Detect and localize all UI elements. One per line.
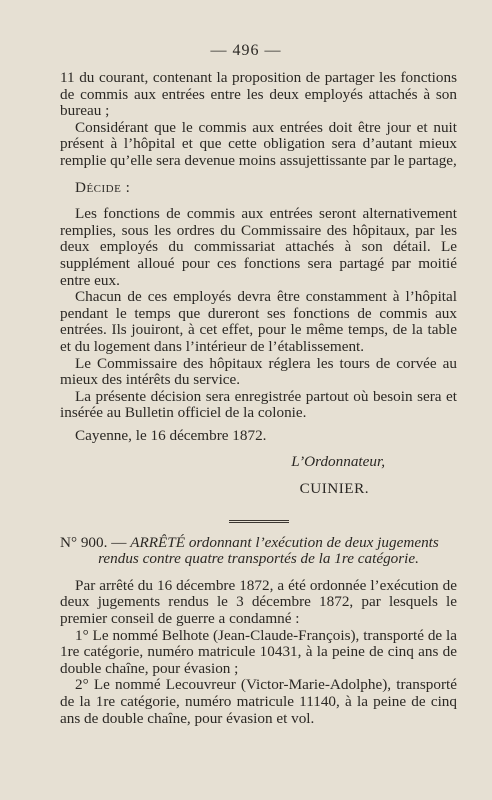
article-paragraph-arrete: Par arrêté du 16 décembre 1872, a été ordonnée l’exécution de deux jugements rendus le 3 décembre 1872, par lesquels le premier conseil de guerre a condamné :	[60, 576, 457, 628]
decide-heading: Décide :	[75, 178, 131, 196]
article-paragraph-lecouvreur: 2° Le nommé Lecouvreur (Victor-Marie-Adolphe), transporté de la 1re catégorie, numéro matricule 11140, à la peine de cinq ans de double chaîne, pour évasion et vol.	[60, 676, 457, 727]
page-body	[60, 70, 457, 727]
paragraph-commissaire: Le Commissaire des hôpitaux réglera les tours de corvée au mieux des intérêts du service.	[60, 354, 457, 389]
paragraph-enregistrement: La présente décision sera enregistrée partout où besoin sera et insérée au Bulletin officiel de la colonie.	[60, 387, 457, 422]
paragraph-fonctions: Les fonctions de commis aux entrées seront alternativement remplies, sous les ordres du Commissaire des hôpitaux, par les deux employés du commissariat attachés à son détail. Le supplément alloué pour ces fonctions sera partagé par moitié entre eux.	[60, 205, 457, 289]
place-date: Cayenne, le 16 décembre 1872.	[75, 426, 267, 444]
paragraph-employes: Chacun de ces employés devra être constamment à l’hôpital pendant le temps que dureront ses fonctions de commis aux entrées. Ils jouiront, à cet effet, pour le même temps, de la table et du logement dans l’intérieur de l’établissement.	[60, 288, 457, 355]
signatory-title: L’Ordonnateur,	[291, 453, 385, 471]
article-heading	[60, 535, 457, 552]
signatory-name: CUINIER.	[299, 480, 369, 498]
section-divider	[229, 520, 289, 523]
article-subtitle: rendus contre quatre transportés de la 1re catégorie.	[98, 550, 419, 568]
article-number: N° 900. —	[60, 533, 127, 551]
article-paragraph-belhote: 1° Le nommé Belhote (Jean-Claude-François), transporté de la 1re catégorie, numéro matricule 10431, à la peine de cinq ans de double chaîne, pour évasion ;	[60, 626, 457, 677]
paragraph-continuation: 11 du courant, contenant la proposition de partager les fonctions de commis aux entrées entre les deux employés attachés à son bureau ;	[60, 69, 457, 120]
paragraph-considerant: Considérant que le commis aux entrées doit être jour et nuit présent à l’hôpital et que cette obligation sera d’autant mieux remplie qu’elle sera devenue moins assujettissante par le partage,	[60, 118, 457, 169]
page-number: — 496 —	[210, 42, 282, 59]
article-title: ARRÊTÉ ordonnant l’exécution de deux jugements	[130, 533, 439, 551]
